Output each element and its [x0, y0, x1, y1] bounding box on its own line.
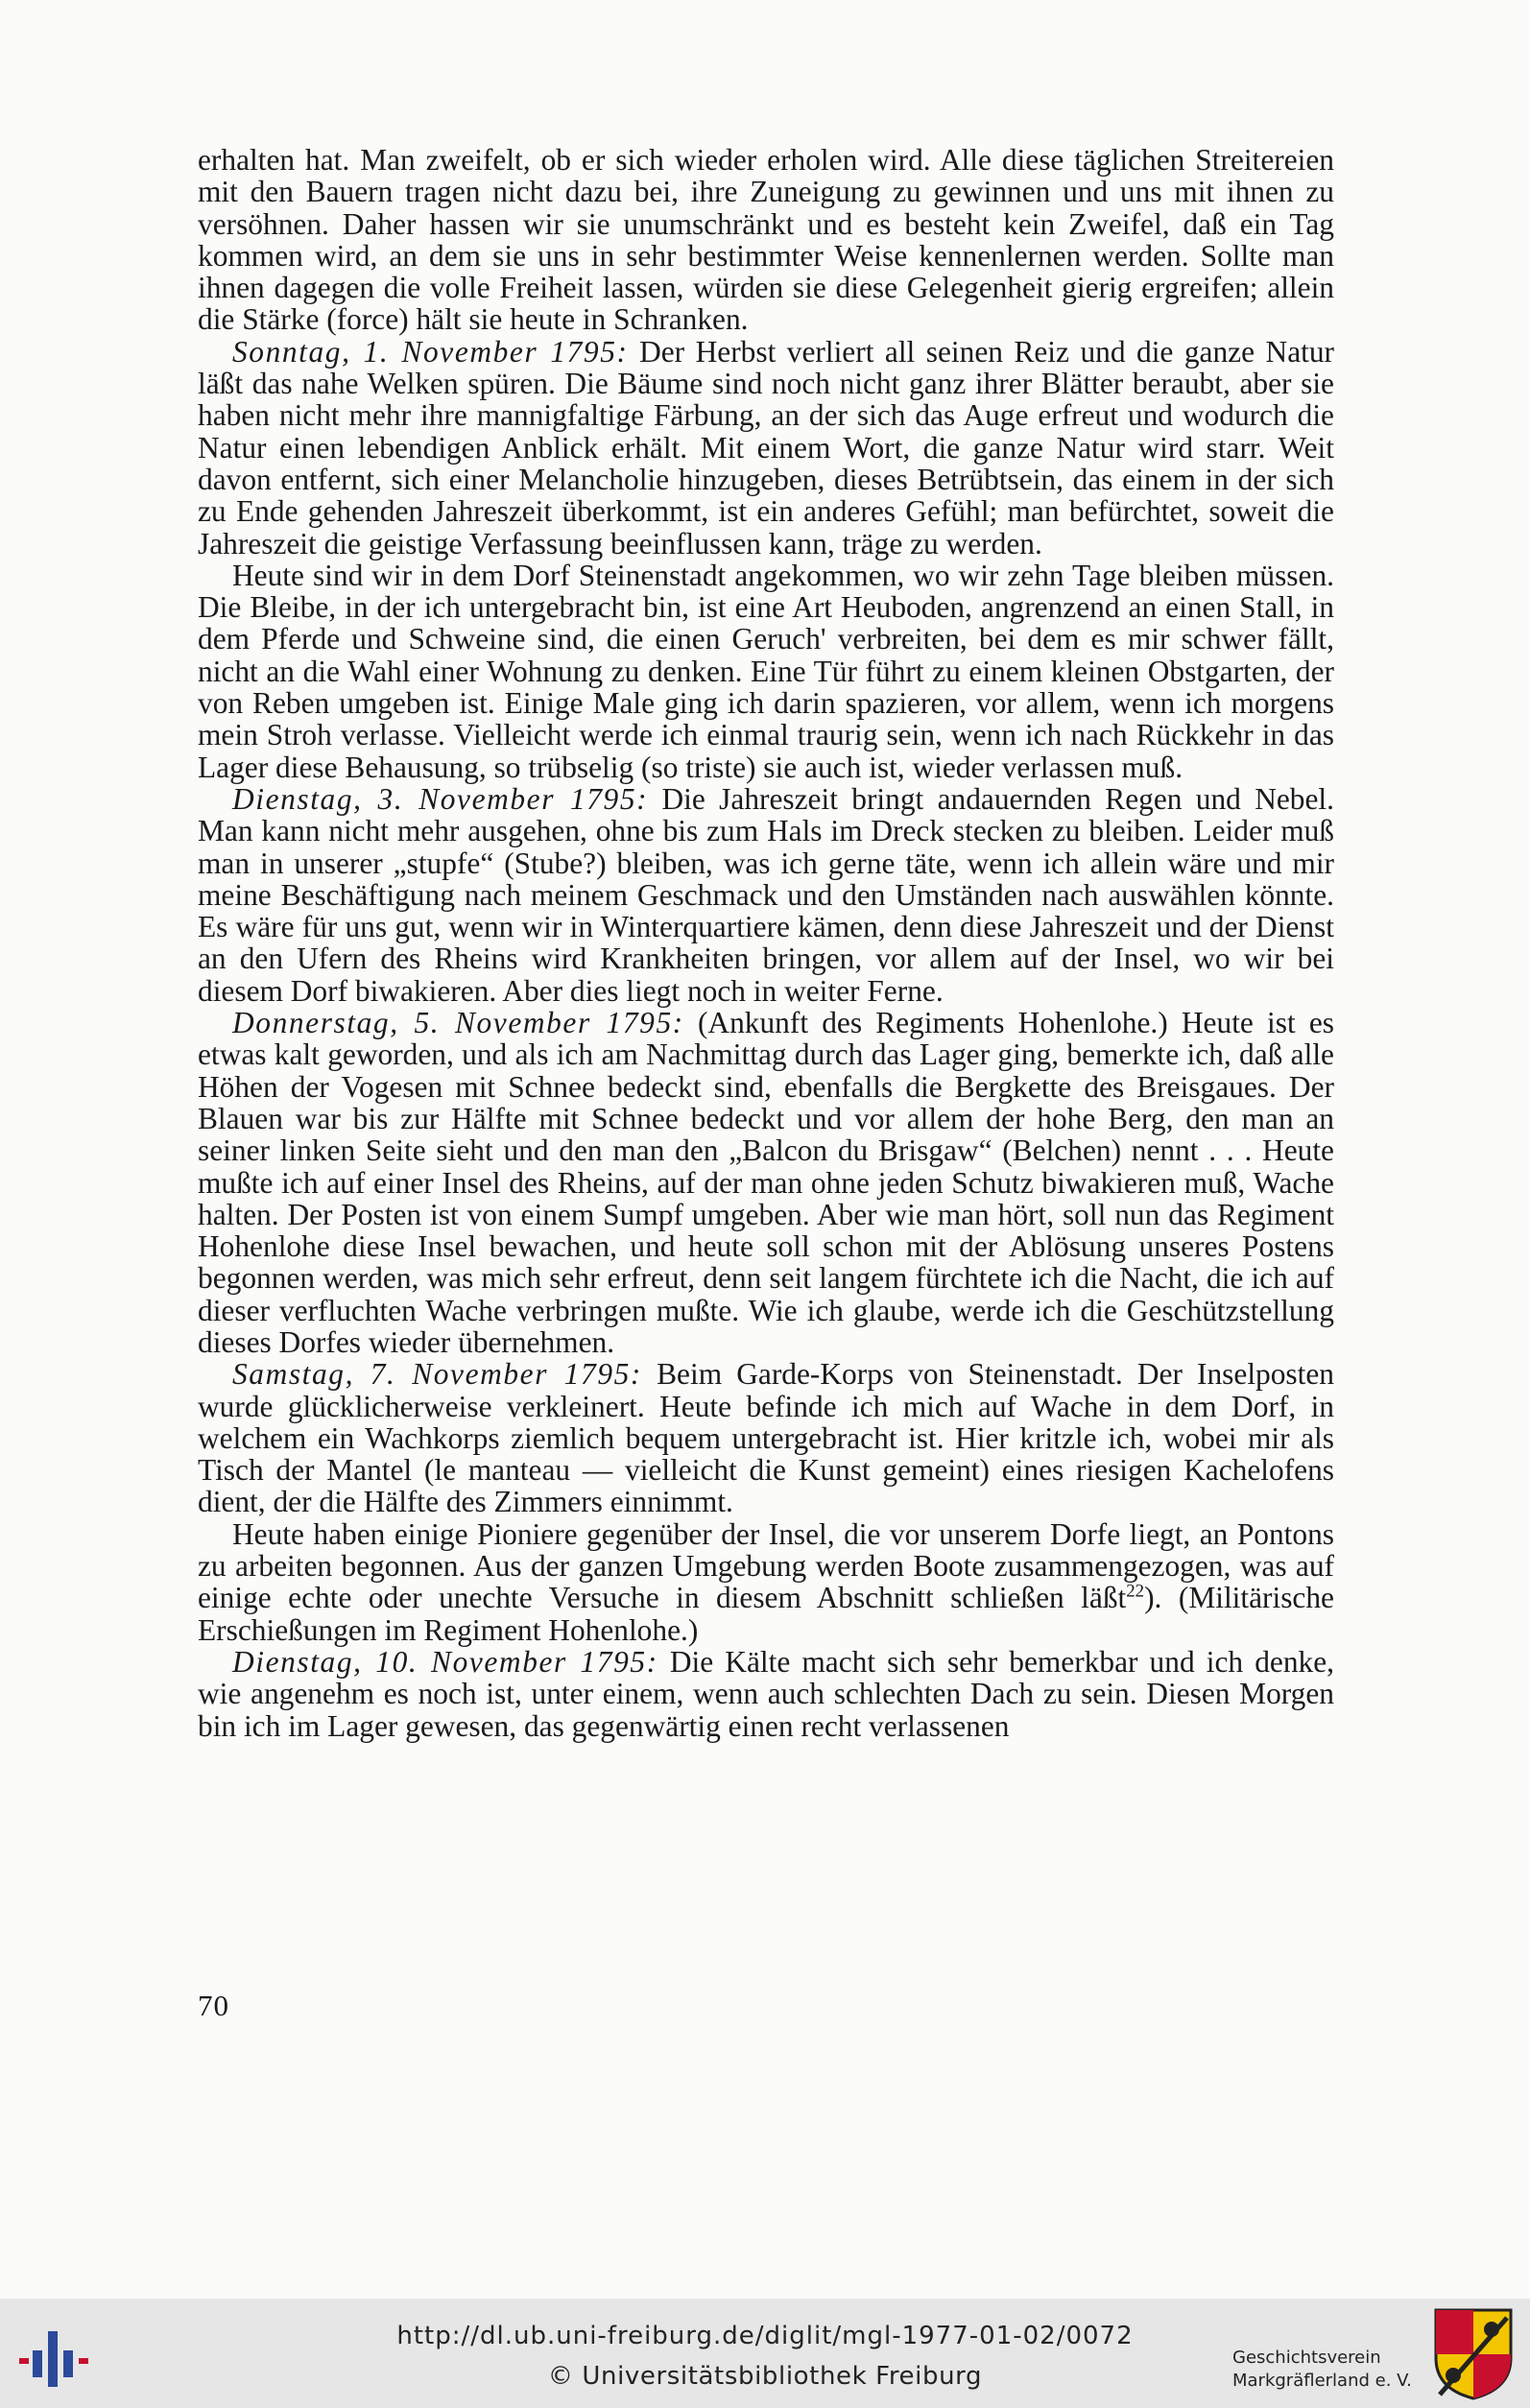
coat-of-arms-icon	[1434, 2308, 1513, 2400]
paragraph: erhalten hat. Man zweifelt, ob er sich wieder erholen wird. Alle diese täglichen Streitereien mit den Bauern tragen nicht dazu bei, ihre Zuneigung zu gewinnen und uns mit ihnen zu versöhnen. Daher hassen wir sie unumschränkt und es besteht kein Zweifel, daß ein Tag kommen wird, an dem sie uns in sehr bestimmter Weise kennenlernen werden. Sollte man ihnen dagegen die volle Freiheit lassen, würden sie diese Gelegenheit gierig ergreifen; allein die Stärke (force) hält sie heute in Schranken.	[198, 143, 1334, 337]
permalink-url[interactable]: http://dl.ub.uni-freiburg.de/diglit/mgl-1977-01-02/0072	[396, 2322, 1134, 2350]
entry-date: Donnerstag, 5. November 1795:	[232, 1006, 684, 1040]
diary-entry: Dienstag, 10. November 1795: Die Kälte macht sich sehr bemerkbar und ich denke, wie angenehm es noch ist, unter einem, wenn auch schlechten Dach zu sein. Diesen Morgen bin ich im Lager gewesen, das gegenwärtig einen recht verlassenen	[198, 1644, 1334, 1743]
society-name: Geschichtsverein Markgräflerland e. V.	[1232, 2348, 1412, 2391]
entry-date: Dienstag, 3. November 1795:	[232, 781, 649, 816]
diary-entry: Donnerstag, 5. November 1795: (Ankunft des Regiments Hohenlohe.) Heute ist es etwas kalt geworden, und als ich am Nachmittag durch das Lager ging, bemerkte ich, daß alle Höhen der Vogesen mit Schnee bedeckt sind, ebenfalls die Bergkette des Breisgaues. Der Blauen war bis zur Hälfte mit Schnee bedeckt und vor allem der hohe Berg, den man an seiner linken Seite sieht und den man den „Balcon du Brisgaw“ (Belchen) nennt . . . Heute mußte ich auf einer Insel des Rheins, auf der man ohne jeden Schutz biwakieren muß, Wache halten. Der Posten ist von einem Sumpf umgeben. Aber wie man hört, soll nun das Regiment Hohenlohe diese Insel bewachen, und heute soll schon mit der Ablösung unseres Postens begonnen werden, was mich sehr erfreut, denn seit langem fürchtete ich die Nacht, die ich auf dieser verfluchten Wache verbringen mußte. Wie ich glaube, werde ich die Geschützstellung dieses Dorfes wieder übernehmen.	[198, 1006, 1334, 1359]
footer-bar	[0, 2299, 1530, 2408]
paragraph: Heute sind wir in dem Dorf Steinenstadt angekommen, wo wir zehn Tage bleiben müssen. Die Bleibe, in der ich untergebracht bin, ist eine Art Heuboden, angrenzend an einen Stall, in dem Pferde und Schweine sind, die einen Geruch' verbreiten, bei dem es mir schwer fällt, nicht an die Wahl einer Wohnung zu denken. Eine Tür führt zu einem kleinen Obstgarten, der von Reben umgeben ist. Einige Male ging ich darin spazieren, vor allem, wenn ich morgens mein Stroh verlasse. Vielleicht werde ich einmal traurig sein, wenn ich nach Rückkehr in das Lager diese Behausung, so trübselig (so triste) sie auch ist, wieder verlassen muß.	[198, 558, 1334, 784]
entry-date: Dienstag, 10. November 1795:	[232, 1644, 658, 1679]
entry-date: Samstag, 7. November 1795:	[232, 1357, 642, 1392]
diary-entry: Sonntag, 1. November 1795: Der Herbst verliert all seinen Reiz und die ganze Natur läßt das nahe Welken spüren. Die Bäume sind noch nicht ganz ihrer Blätter beraubt, aber sie haben nicht mehr ihre mannigfaltige Färbung, an der sich das Auge erfreut und wodurch die Natur einen lebendigen Anblick erhält. Mit einem Wort, die ganze Natur wird starr. Weit davon entfernt, sich einer Melancholie hinzugeben, dieses Betrübtsein, das einem in der sich zu Ende gehenden Jahreszeit überkommt, ist ein anderes Gefühl; man befürchtet, soweit die Jahreszeit die geistige Verfassung beeinflussen kann, träge zu werden.	[198, 334, 1334, 560]
diary-entry: Samstag, 7. November 1795: Beim Garde-Korps von Steinenstadt. Der Inselposten wurde glücklicherweise verkleinert. Heute befinde ich mich auf Wache in dem Dorf, in welchem ein Wachkorps ziemlich bequem untergebracht ist. Hier kritzle ich, wobei mir als Tisch der Mantel (le manteau — vielleicht die Kunst gemeint) eines riesigen Kachelofens dient, der die Hälfte des Zimmers einnimmt.	[198, 1357, 1335, 1519]
page-number: 70	[198, 1989, 229, 2022]
copyright-notice: © Universitätsbibliothek Freiburg	[547, 2362, 983, 2391]
entry-date: Sonntag, 1. November 1795:	[232, 334, 629, 369]
diary-entry: Dienstag, 3. November 1795: Die Jahreszeit bringt andauernden Regen und Nebel. Man kann nicht mehr ausgehen, ohne bis zum Hals im Dreck stecken zu bleiben. Leider muß man in unserer „stupfe“ (Stube?) bleiben, was ich gerne täte, wenn ich allein wäre und mir meine Beschäftigung nach meinem Geschmack und den Umständen nach auswählen könnte. Es wäre für uns gut, wenn wir in Winterquartiere kämen, denn diese Jahreszeit und der Dienst an den Ufern des Rheins wird Krankheiten bringen, vor allem auf der Insel, wo wir bei diesem Dorf biwakieren. Aber dies liegt noch in weiter Ferne.	[198, 781, 1334, 1008]
body-text	[198, 144, 1334, 1742]
footnote-marker: 22	[1126, 1581, 1145, 1602]
paragraph: Heute haben einige Pioniere gegenüber der Insel, die vor unserem Dorfe liegt, an Pontons zu arbeiten begonnen. Aus der ganzen Umgebung werden Boote zusammengezogen, was auf einige echte oder unechte Versuche in diesem Abschnitt schließen läßt$^{22}$). (Militärische Erschießungen im Regiment Hohenlohe.)	[198, 1516, 1334, 1647]
